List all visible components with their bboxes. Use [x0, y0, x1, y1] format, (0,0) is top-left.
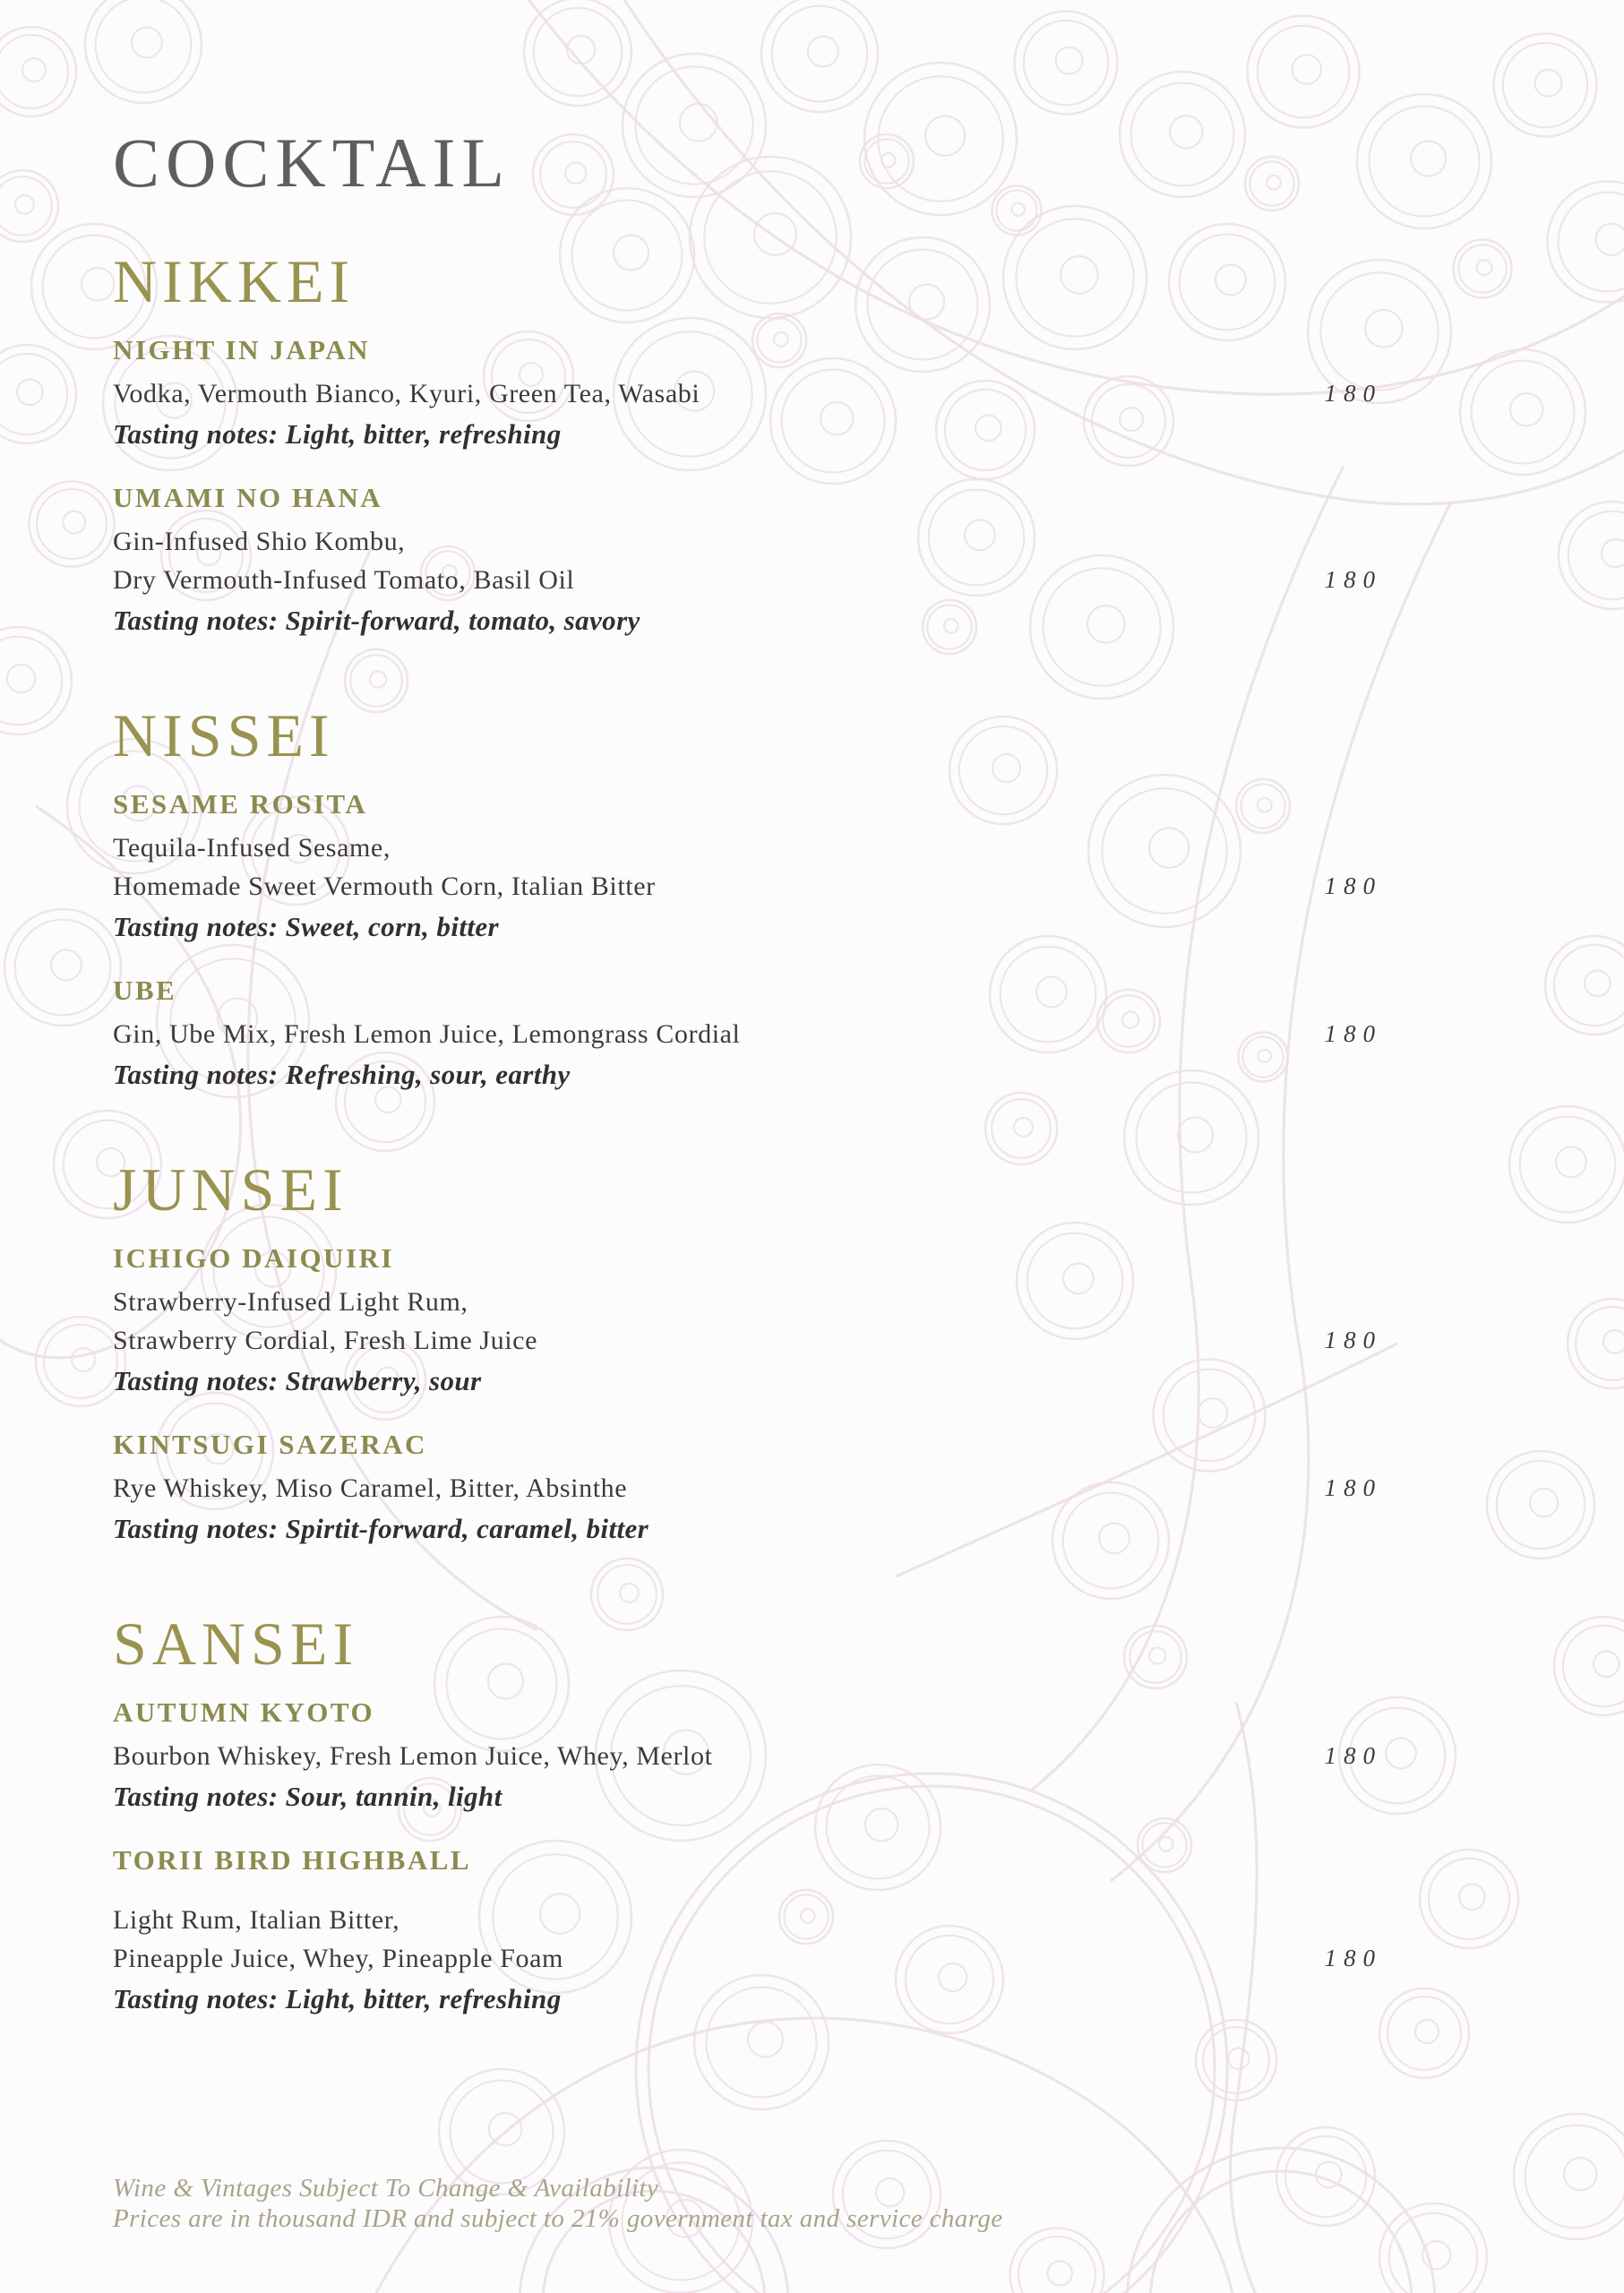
menu-item — [113, 1845, 1382, 2015]
item-name: NIGHT IN JAPAN — [113, 334, 371, 365]
item-name: UMAMI NO HANA — [113, 482, 383, 513]
section-name: NISSEI — [113, 701, 335, 769]
footer-notes — [113, 2173, 1003, 2234]
item-price: 180 — [1324, 1020, 1382, 1047]
ingredient-line: Strawberry Cordial, Fresh Lime Juice — [113, 1326, 537, 1355]
tasting-notes: Tasting notes: Strawberry, sour — [113, 1365, 482, 1396]
item-ingredients — [113, 1737, 1382, 1775]
item-price: 180 — [1324, 1327, 1382, 1353]
item-name: AUTUMN KYOTO — [113, 1696, 375, 1728]
ingredient-line: Gin-Infused Shio Kombu, — [113, 527, 406, 556]
tasting-notes: Tasting notes: Sweet, corn, bitter — [113, 911, 499, 942]
ingredient-line: Bourbon Whiskey, Fresh Lemon Juice, Whey, Merlot — [113, 1741, 713, 1771]
page-title: COCKTAIL — [113, 124, 511, 202]
item-name: TORII BIRD HIGHBALL — [113, 1844, 472, 1876]
tasting-notes: Tasting notes: Spirtit-forward, caramel, bitter — [113, 1513, 649, 1544]
ingredient-line: Gin, Ube Mix, Fresh Lemon Juice, Lemongrass Cordial — [113, 1019, 741, 1049]
tasting-notes: Tasting notes: Sour, tannin, light — [113, 1781, 503, 1812]
item-price: 180 — [1324, 1474, 1382, 1501]
item-price: 180 — [1324, 380, 1382, 407]
section-name: NIKKEI — [113, 247, 356, 315]
menu-content — [113, 125, 1382, 2082]
section-sansei — [113, 1611, 1382, 2015]
ingredient-line: Strawberry-Infused Light Rum, — [113, 1287, 468, 1317]
item-ingredients — [113, 1901, 1382, 1978]
section-junsei — [113, 1157, 1382, 1545]
item-ingredients — [113, 1469, 1382, 1507]
ingredient-line: Vodka, Vermouth Bianco, Kyuri, Green Tea, Wasabi — [113, 379, 700, 408]
item-name: UBE — [113, 975, 177, 1006]
item-ingredients — [113, 374, 1382, 413]
item-price: 180 — [1324, 566, 1382, 593]
item-ingredients — [113, 1283, 1382, 1360]
item-price: 180 — [1324, 1945, 1382, 1971]
section-nissei — [113, 703, 1382, 1091]
item-name: SESAME ROSITA — [113, 788, 368, 820]
item-price: 180 — [1324, 1742, 1382, 1769]
ingredient-line: Homemade Sweet Vermouth Corn, Italian Bitter — [113, 872, 656, 901]
section-name: JUNSEI — [113, 1155, 348, 1224]
item-name: KINTSUGI SAZERAC — [113, 1429, 427, 1460]
menu-item — [113, 483, 1382, 637]
menu-item — [113, 1697, 1382, 1813]
item-price: 180 — [1324, 872, 1382, 899]
menu-item — [113, 1430, 1382, 1545]
menu-item — [113, 335, 1382, 451]
tasting-notes: Tasting notes: Light, bitter, refreshing — [113, 418, 562, 450]
menu-item — [113, 975, 1382, 1091]
item-ingredients — [113, 522, 1382, 599]
ingredient-line: Tequila-Infused Sesame, — [113, 833, 391, 863]
menu-item — [113, 1243, 1382, 1397]
tasting-notes: Tasting notes: Light, bitter, refreshing — [113, 1983, 562, 2014]
footer-note-availability: Wine & Vintages Subject To Change & Availability — [113, 2174, 659, 2203]
tasting-notes: Tasting notes: Refreshing, sour, earthy — [113, 1059, 571, 1090]
ingredient-line: Pineapple Juice, Whey, Pineapple Foam — [113, 1944, 563, 1973]
ingredient-line: Light Rum, Italian Bitter, — [113, 1905, 400, 1935]
ingredient-line: Dry Vermouth-Infused Tomato, Basil Oil — [113, 565, 575, 595]
item-name: ICHIGO DAIQUIRI — [113, 1242, 394, 1274]
menu-item — [113, 789, 1382, 943]
ingredient-line: Rye Whiskey, Miso Caramel, Bitter, Absinthe — [113, 1473, 628, 1503]
footer-note-tax: Prices are in thousand IDR and subject to 21% government tax and service charge — [113, 2204, 1003, 2233]
item-ingredients — [113, 829, 1382, 906]
section-nikkei — [113, 249, 1382, 637]
tasting-notes: Tasting notes: Spirit-forward, tomato, savory — [113, 605, 640, 636]
item-ingredients — [113, 1015, 1382, 1053]
section-name: SANSEI — [113, 1610, 359, 1678]
